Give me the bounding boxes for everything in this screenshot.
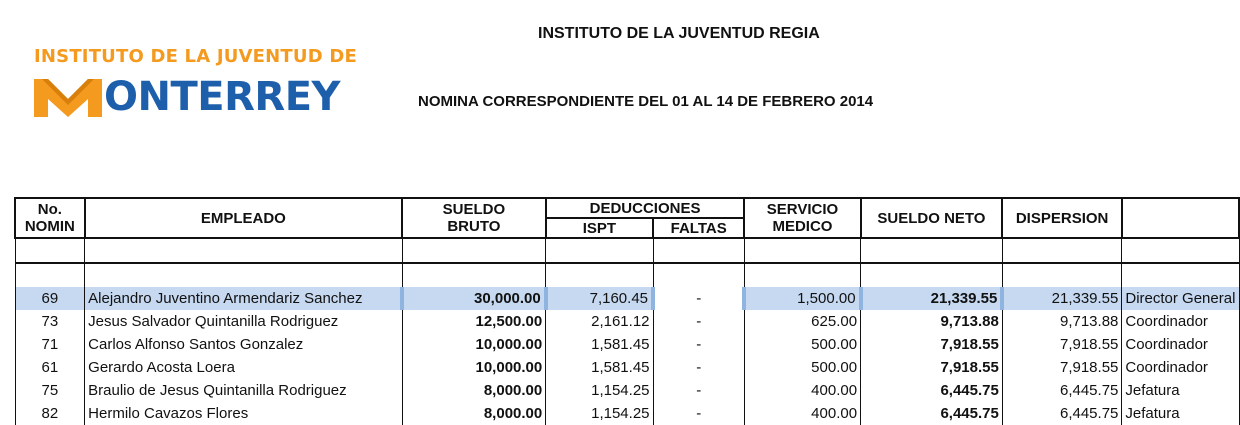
header-sueldo-bruto-line1: SUELDO: [442, 201, 506, 218]
cell-bruto: 30,000.00: [402, 287, 546, 310]
cell-no: 73: [15, 310, 85, 333]
cell-puesto: Jefatura: [1122, 379, 1239, 402]
page-title: INSTITUTO DE LA JUVENTUD REGIA: [538, 25, 820, 42]
cell-ispt: 1,154.25: [546, 402, 653, 425]
cell-neto: 7,918.55: [861, 356, 1003, 379]
header-deducciones: DEDUCCIONES: [546, 198, 745, 218]
cell-bruto: 10,000.00: [402, 333, 546, 356]
cell-servicio: 1,500.00: [744, 287, 860, 310]
cell-bruto: 8,000.00: [402, 402, 546, 425]
logo-text-top: INSTITUTO DE LA JUVENTUD DE: [34, 46, 357, 67]
header-empleado: EMPLEADO: [85, 198, 402, 238]
cell-faltas: -: [653, 402, 744, 425]
cell-empleado: Alejandro Juventino Armendariz Sanchez: [85, 287, 402, 310]
payroll-table: [14, 197, 1240, 425]
table-row: [15, 402, 1239, 425]
cell-faltas: -: [653, 287, 744, 310]
cell-faltas: -: [653, 310, 744, 333]
cell-empleado: Gerardo Acosta Loera: [85, 356, 402, 379]
cell-dispersion: 6,445.75: [1002, 379, 1122, 402]
cell-neto: 7,918.55: [861, 333, 1003, 356]
logo: [34, 46, 357, 120]
header-no-nomina: [15, 198, 85, 238]
cell-neto: 9,713.88: [861, 310, 1003, 333]
cell-no: 61: [15, 356, 85, 379]
cell-empleado: Carlos Alfonso Santos Gonzalez: [85, 333, 402, 356]
logo-text-bottom: ONTERREY: [104, 74, 340, 120]
cell-servicio: 400.00: [744, 379, 860, 402]
cell-dispersion: 7,918.55: [1002, 356, 1122, 379]
cell-dispersion: 7,918.55: [1002, 333, 1122, 356]
header-dispersion: DISPERSION: [1002, 198, 1122, 238]
cell-dispersion: 21,339.55: [1002, 287, 1122, 310]
cell-puesto: Jefatura: [1122, 402, 1239, 425]
cell-faltas: -: [653, 356, 744, 379]
cell-empleado: Braulio de Jesus Quintanilla Rodriguez: [85, 379, 402, 402]
cell-no: 82: [15, 402, 85, 425]
cell-faltas: -: [653, 379, 744, 402]
table-row: [15, 356, 1239, 379]
header-faltas: FALTAS: [653, 218, 744, 238]
header-blank: [1122, 198, 1239, 238]
header-ispt: ISPT: [546, 218, 653, 238]
cell-faltas: -: [653, 333, 744, 356]
cell-ispt: 7,160.45: [546, 287, 653, 310]
header-no-nomina-line1: No.: [37, 201, 62, 218]
cell-puesto: Director General: [1122, 287, 1239, 310]
cell-servicio: 500.00: [744, 333, 860, 356]
cell-ispt: 1,154.25: [546, 379, 653, 402]
cell-puesto: Coordinador: [1122, 356, 1239, 379]
cell-neto: 6,445.75: [861, 402, 1003, 425]
table-row: [15, 333, 1239, 356]
cell-dispersion: 9,713.88: [1002, 310, 1122, 333]
cell-servicio: 400.00: [744, 402, 860, 425]
header-no-nomina-line2: NOMIN: [24, 218, 75, 235]
header-sueldo-neto: SUELDO NETO: [861, 198, 1003, 238]
cell-ispt: 2,161.12: [546, 310, 653, 333]
gap-row: [15, 263, 1239, 287]
cell-bruto: 12,500.00: [402, 310, 546, 333]
cell-empleado: Hermilo Cavazos Flores: [85, 402, 402, 425]
cell-neto: 21,339.55: [861, 287, 1003, 310]
cell-no: 71: [15, 333, 85, 356]
header-servicio-line2: MEDICO: [772, 218, 833, 235]
page-subtitle: NOMINA CORRESPONDIENTE DEL 01 AL 14 DE FEBRERO 2014: [418, 93, 874, 110]
cell-servicio: 625.00: [744, 310, 860, 333]
cell-neto: 6,445.75: [861, 379, 1003, 402]
cell-no: 69: [15, 287, 85, 310]
table-row: [15, 310, 1239, 333]
logo-m-icon: [34, 73, 102, 117]
cell-bruto: 10,000.00: [402, 356, 546, 379]
header-sueldo-bruto-line2: BRUTO: [447, 218, 501, 235]
header-sueldo-bruto: [402, 198, 546, 238]
cell-ispt: 1,581.45: [546, 356, 653, 379]
cell-puesto: Coordinador: [1122, 333, 1239, 356]
logo-wordmark: [34, 73, 357, 120]
blank-row: [15, 238, 1239, 263]
cell-dispersion: 6,445.75: [1002, 402, 1122, 425]
table-row: [15, 287, 1239, 310]
header-servicio-medico: [744, 198, 860, 238]
header-servicio-line1: SERVICIO: [766, 201, 839, 218]
table-row: [15, 379, 1239, 402]
cell-bruto: 8,000.00: [402, 379, 546, 402]
cell-ispt: 1,581.45: [546, 333, 653, 356]
cell-puesto: Coordinador: [1122, 310, 1239, 333]
cell-no: 75: [15, 379, 85, 402]
cell-empleado: Jesus Salvador Quintanilla Rodriguez: [85, 310, 402, 333]
cell-servicio: 500.00: [744, 356, 860, 379]
